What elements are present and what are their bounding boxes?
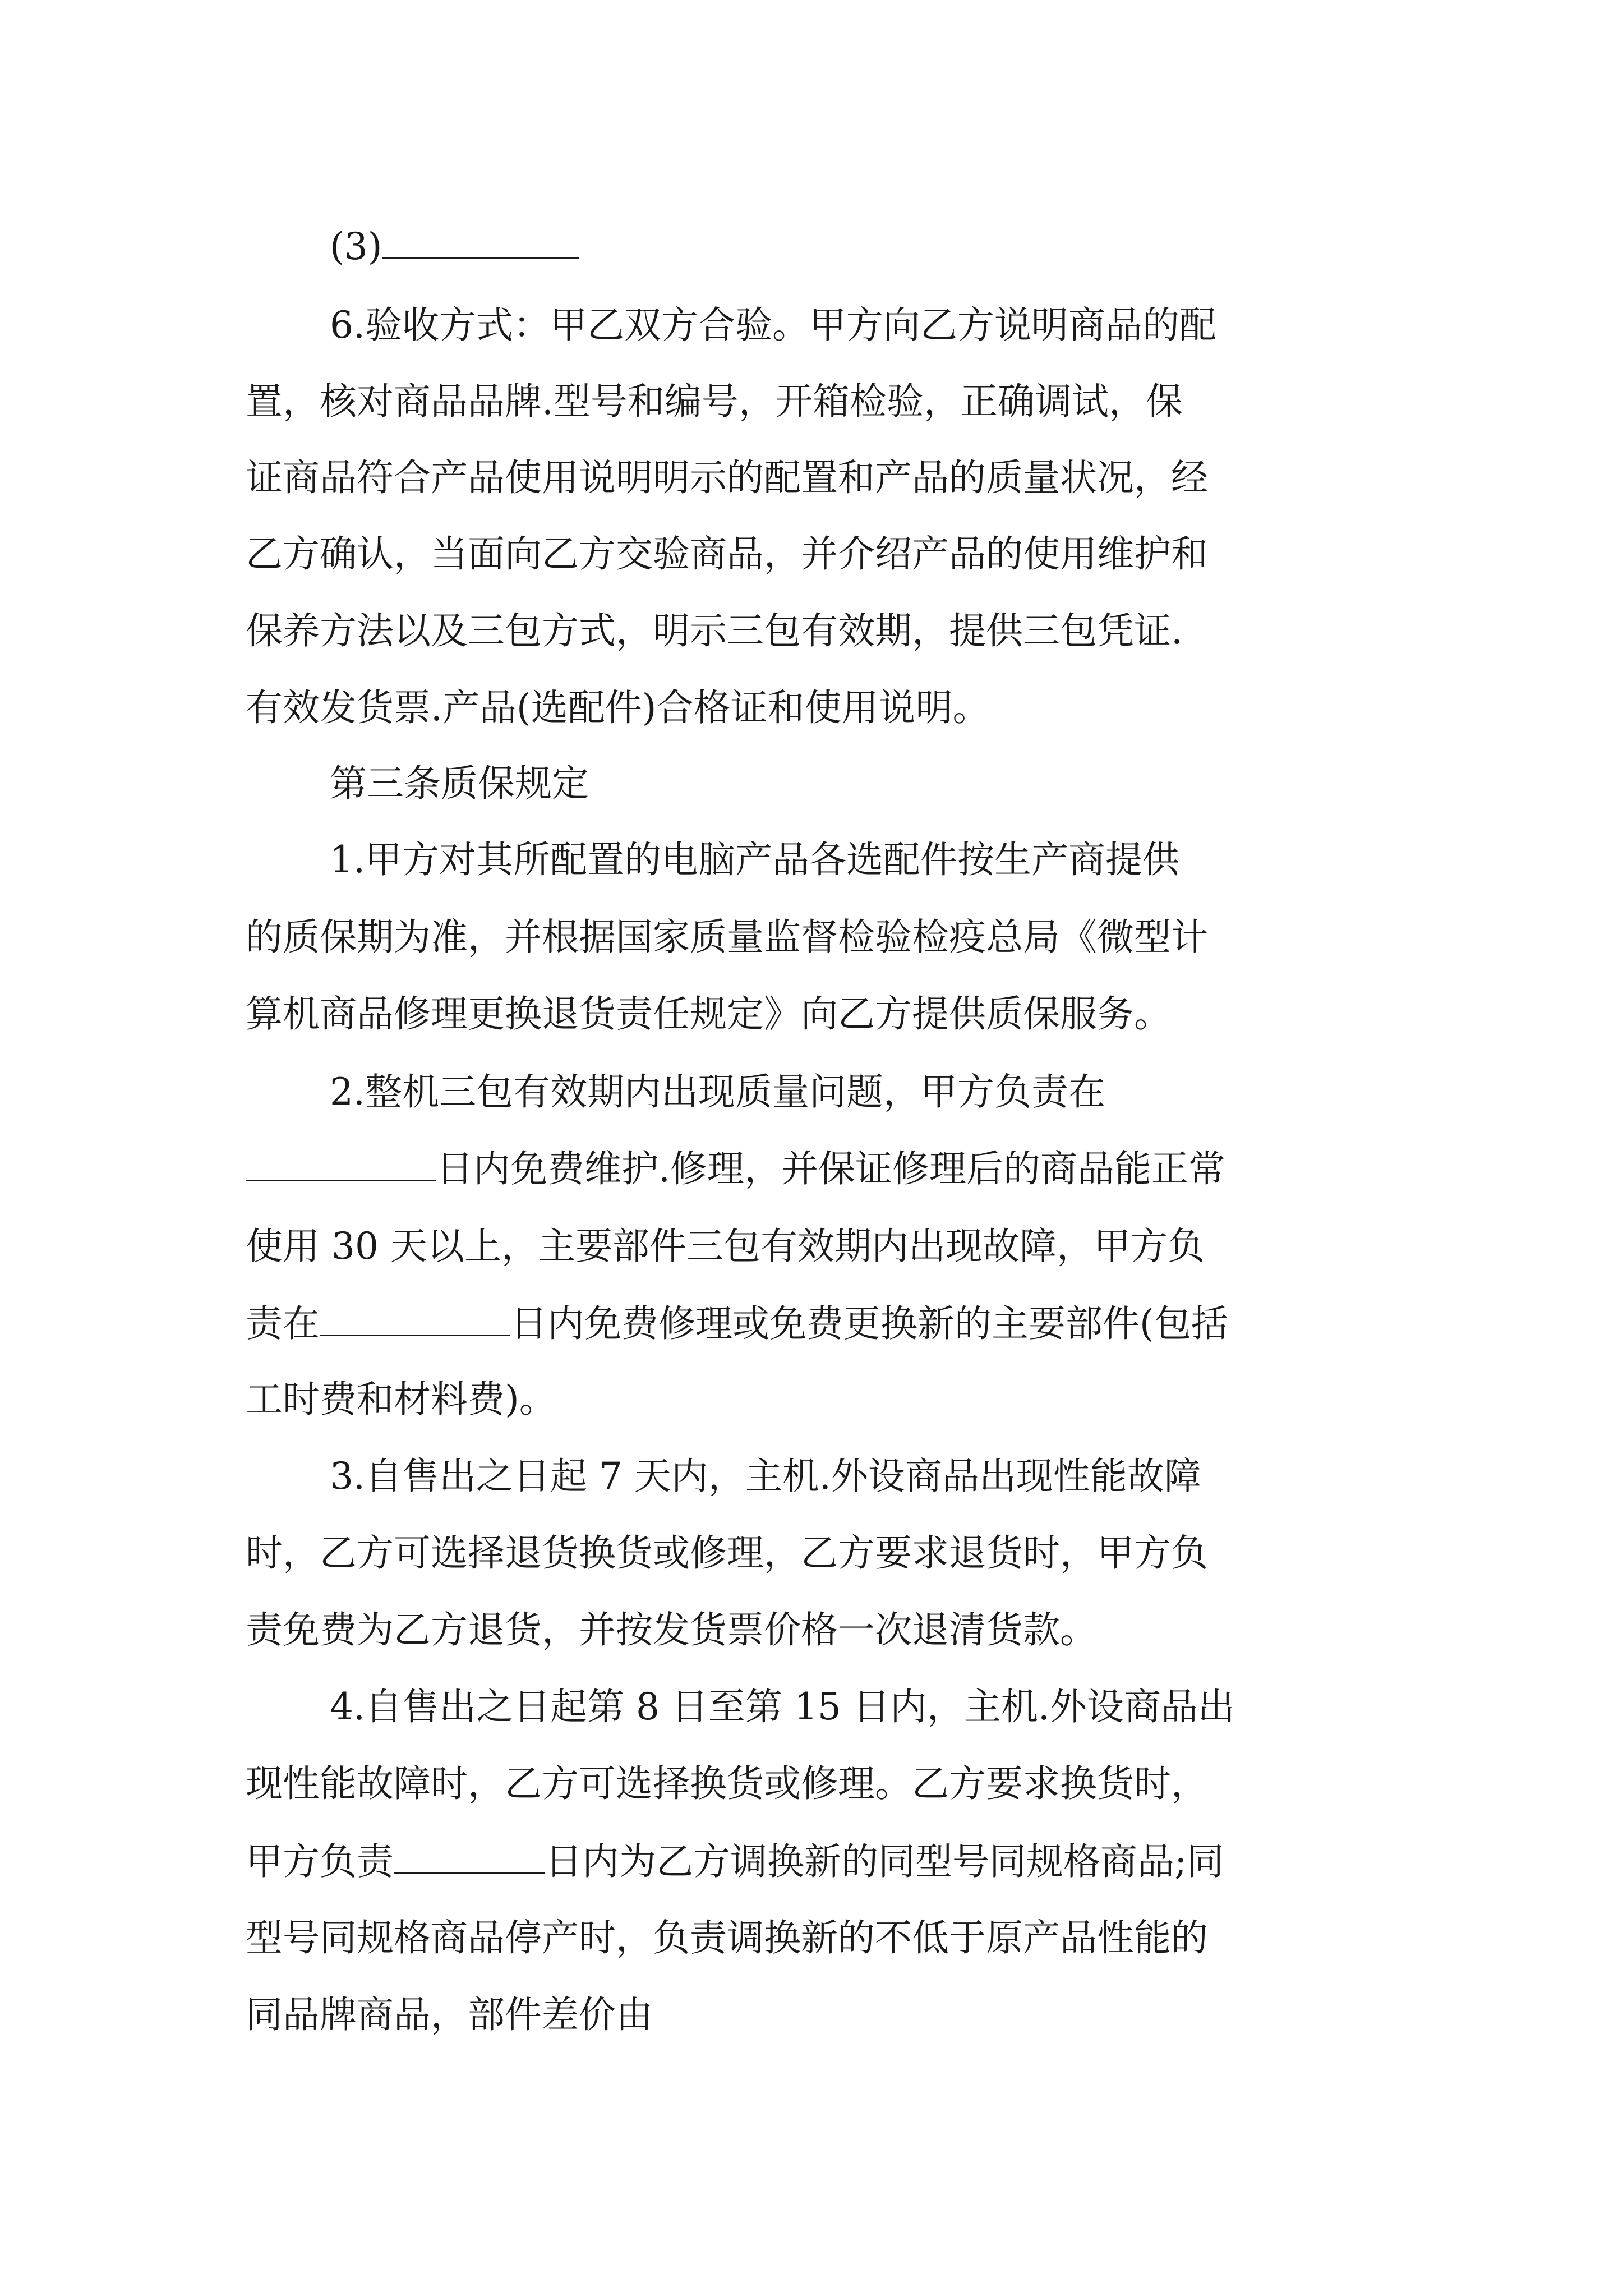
text-line	[246, 1377, 556, 1422]
text-segment: 同品牌商品，部件差价由	[246, 1993, 653, 2036]
text-line	[246, 1839, 1224, 1884]
text-segment: 保养方法以及三包方式，明示三包有效期，提供三包凭证.	[246, 609, 1183, 652]
text-line	[246, 455, 1208, 500]
text-line	[246, 1531, 1208, 1576]
text-line	[330, 838, 1179, 882]
text-line	[246, 992, 1171, 1037]
text-line	[330, 1454, 1201, 1499]
text-segment: 日内免费维护.修理，并保证修理后的商品能正常	[436, 1147, 1225, 1190]
text-segment: 甲方负责	[246, 1840, 394, 1883]
text-segment: 现性能故障时，乙方可选择换货或修理。乙方要求换货时，	[246, 1762, 1208, 1805]
text-line	[246, 685, 989, 730]
text-line	[246, 532, 1208, 577]
text-line	[330, 761, 589, 806]
text-line	[330, 303, 1216, 348]
text-segment: 使用 30 天以上，主要部件三包有效期内出现故障，甲方负	[246, 1225, 1205, 1268]
text-line	[330, 1070, 1105, 1115]
text-segment: 责免费为乙方退货，并按发货票价格一次退清货款。	[246, 1608, 1097, 1651]
text-line	[246, 1301, 1228, 1346]
fill-in-blank	[320, 1302, 510, 1336]
fill-in-blank	[246, 1147, 436, 1181]
text-line	[246, 1147, 1225, 1191]
text-segment: 责在	[246, 1302, 320, 1345]
text-line	[246, 915, 1208, 960]
text-segment: 2.整机三包有效期内出现质量问题，甲方负责在	[330, 1070, 1105, 1114]
text-line	[246, 379, 1183, 424]
text-line	[330, 1685, 1235, 1729]
text-segment: 日内为乙方调换新的同型号同规格商品;同	[545, 1840, 1224, 1883]
text-segment: 4.自售出之日起第 8 日至第 15 日内，主机.外设商品出	[330, 1685, 1235, 1728]
text-segment: 1.甲方对其所配置的电脑产品各选配件按生产商提供	[330, 838, 1179, 881]
text-line	[246, 1993, 653, 2037]
text-segment: 时，乙方可选择退货换货或修理，乙方要求退货时，甲方负	[246, 1531, 1208, 1575]
text-segment: 型号同规格商品停产时，负责调换新的不低于原产品性能的	[246, 1916, 1208, 1959]
text-line	[246, 1608, 1097, 1653]
text-segment: 置，核对商品品牌.型号和编号，开箱检验，正确调试，保	[246, 380, 1183, 423]
fill-in-blank	[382, 225, 579, 259]
text-line	[246, 1761, 1208, 1806]
text-segment: 日内免费修理或免费更换新的主要部件(包括	[510, 1302, 1228, 1345]
text-segment: (3)	[330, 225, 382, 268]
fill-in-blank	[394, 1840, 545, 1874]
text-line	[246, 609, 1183, 654]
text-segment: 第三条质保规定	[330, 762, 589, 805]
text-segment: 6.验收方式：甲乙双方合验。甲方向乙方说明商品的配	[330, 303, 1216, 347]
text-segment: 工时费和材料费)。	[246, 1378, 556, 1421]
text-line	[246, 1916, 1208, 1961]
text-line	[330, 224, 579, 269]
text-segment: 3.自售出之日起 7 天内，主机.外设商品出现性能故障	[330, 1455, 1201, 1498]
text-segment: 算机商品修理更换退货责任规定》向乙方提供质保服务。	[246, 992, 1171, 1036]
text-segment: 证商品符合产品使用说明明示的配置和产品的质量状况，经	[246, 456, 1208, 499]
text-segment: 的质保期为准，并根据国家质量监督检验检疫总局《微型计	[246, 915, 1208, 959]
text-segment: 乙方确认，当面向乙方交验商品，并介绍产品的使用维护和	[246, 532, 1208, 576]
text-line	[246, 1224, 1205, 1269]
text-segment: 有效发货票.产品(选配件)合格证和使用说明。	[246, 686, 990, 729]
